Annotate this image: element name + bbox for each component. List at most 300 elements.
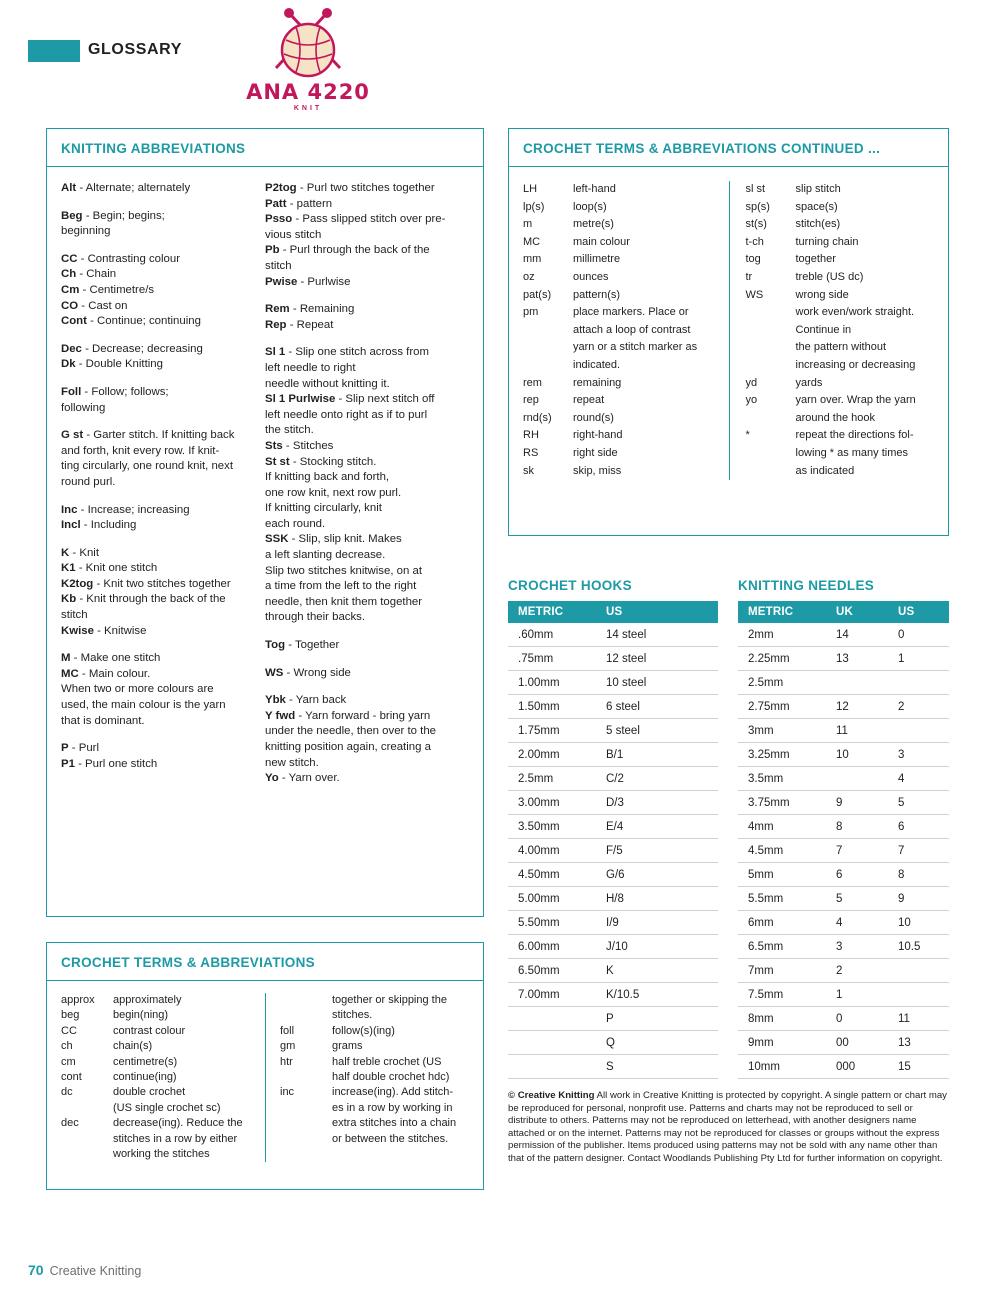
abbreviation-line: WS - Wrong side [265,666,351,679]
table-row [508,983,718,1007]
term-row [523,304,721,322]
table-row [738,983,949,1007]
term-row [523,287,721,305]
table-cell [508,1007,596,1031]
term-row [746,322,941,340]
abbreviation-line: each round. [265,517,326,530]
term-value: attach a loop of contrast [573,323,691,336]
term-value: right-hand [573,429,623,442]
term-row [523,269,721,287]
table-cell: 6.5mm [738,935,826,959]
term-value: indicated. [573,358,621,371]
abbreviation-line: Pwise - Purlwise [265,275,351,288]
abbreviation-line: CO - Cast on [61,299,128,312]
table-cell: B/1 [596,743,718,767]
abbreviation-term: Cm [61,283,80,296]
abbreviation-line: left needle onto right as if to purl [265,408,428,421]
term-row [746,181,941,199]
abbreviation-line: needle without knitting it. [265,377,390,390]
table-cell: 3 [826,935,888,959]
magazine-logo [240,6,376,118]
spacer [61,491,255,503]
term-row [746,357,941,375]
table-cell: 13 [888,1031,949,1055]
table-cell: P [596,1007,718,1031]
abbreviation-term: P1 [61,757,75,770]
term-value: increase(ing). Add stitch- [332,1086,454,1099]
term-value: remaining [573,376,622,389]
term-value: yards [795,376,823,389]
table-cell: H/8 [596,887,718,911]
crochet-hooks-title: CROCHET HOOKS [508,578,632,593]
table-cell: 13 [826,647,888,671]
term-key [523,339,573,357]
crochet-continued-column-2 [729,181,949,480]
table-row [738,935,949,959]
term-row [61,1055,255,1070]
table-cell: 6 [888,815,949,839]
table-row [508,719,718,743]
term-value: begin(ning) [113,1009,169,1022]
term-row [746,199,941,217]
table-cell: 6 [826,863,888,887]
term-row [523,375,721,393]
table-row [508,647,718,671]
term-key: CC [61,1024,77,1037]
table-row [508,1031,718,1055]
term-key: beg [61,1009,80,1022]
spacer [61,373,255,385]
term-key [280,1070,332,1085]
table-cell: 7mm [738,959,826,983]
term-key: mm [523,253,542,266]
abbreviation-term: P2tog [265,182,297,194]
copyright-text: All work in Creative Knitting is protected by copyright. A single pattern or chart may be reproduced for personal, nonprofit use. Patterns and charts may not be reproduced to sell or distribute to others. Patterns may not be reproduced on letterhead, with another designers name attached or on the internet. Patterns may not be reproduced for classes or groups without the express permission of the publisher. Items produced using patterns may not be sold with any name other than that of the pattern designer. Contact Woodlands Publishing Pty Ltd for further information on copyright. [508,1090,947,1164]
term-key: st(s) [745,218,767,231]
table-cell [888,959,949,983]
abbreviation-line: Sts - Stitches [265,439,334,452]
table-cell: 8 [888,863,949,887]
abbreviation-term: St st [265,455,290,468]
spacer [61,729,255,741]
table-cell: 1 [826,983,888,1007]
term-value: es in a row by working in [332,1101,453,1114]
table-cell: C/2 [596,767,718,791]
table-row [738,1055,949,1079]
abbreviation-line: left needle to right [265,361,356,374]
abbreviation-line: Sl 1 Purlwise - Slip next stitch off [265,393,435,406]
table-cell: K/10.5 [596,983,718,1007]
copyright-heading: © Creative Knitting [508,1090,595,1101]
abbreviation-line: that is dominant. [61,714,145,727]
term-key: ch [61,1040,73,1053]
table-cell: 14 [826,623,888,647]
abbreviation-line: Dk - Double Knitting [61,358,163,371]
table-cell: I/9 [596,911,718,935]
table-cell: 10 [826,743,888,767]
abbreviation-line: Dec - Decrease; decreasing [61,342,203,355]
abbreviation-line: needle, then knit them together [265,595,423,608]
term-row [280,1101,473,1116]
spacer [61,197,255,209]
term-key [280,993,332,1008]
table-cell: 0 [888,623,949,647]
table-row [738,1007,949,1031]
abbreviation-line: Rem - Remaining [265,303,355,316]
term-value: repeat [573,394,605,407]
term-value: yarn over. Wrap the yarn [795,394,916,407]
column-header: METRIC [508,601,596,623]
term-key: rem [523,376,542,389]
term-value: repeat the directions fol- [795,429,914,442]
term-row [746,339,941,357]
term-key [280,1116,332,1131]
table-cell: 1.50mm [508,695,596,719]
term-value: stitch(es) [795,218,841,231]
term-key: m [523,218,533,231]
table-cell: 1.00mm [508,671,596,695]
table-cell: E/4 [596,815,718,839]
table-cell: 7.5mm [738,983,826,1007]
abbreviation-line: K1 - Knit one stitch [61,562,158,575]
page-number: 70 [28,1262,44,1278]
table-cell: 9 [826,791,888,815]
knitting-abbreviations-title: KNITTING ABBREVIATIONS [61,141,246,156]
term-key: tog [745,253,761,266]
table-cell [888,983,949,1007]
term-value: slip stitch [795,183,841,195]
table-cell: 4.50mm [508,863,596,887]
term-value: double crochet [113,1086,186,1099]
abbreviation-term: Kwise [61,624,94,637]
term-key: htr [280,1055,293,1068]
abbreviation-term: Ybk [265,694,286,707]
table-cell: 15 [888,1055,949,1079]
knitting-column-1 [61,181,265,787]
term-row [280,1024,473,1039]
term-key [61,1132,113,1147]
table-cell: 3.25mm [738,743,826,767]
term-key [746,304,796,322]
term-row [523,234,721,252]
table-cell: 6mm [738,911,826,935]
table-row [508,887,718,911]
term-value: wrong side [795,288,849,301]
term-value: as indicated [795,464,855,477]
abbreviation-term: Rep [265,318,287,331]
table-cell: 6.00mm [508,935,596,959]
abbreviation-term: Alt [61,182,77,194]
table-cell: 6 steel [596,695,718,719]
table-row [738,1031,949,1055]
table-cell: 0 [826,1007,888,1031]
term-value: stitches. [332,1009,373,1022]
term-value: ounces [573,270,609,283]
table-row [508,671,718,695]
table-cell: 2mm [738,623,826,647]
abbreviation-line: SSK - Slip, slip knit. Makes [265,533,402,546]
table-cell: 1 [888,647,949,671]
abbreviation-term: CC [61,252,78,265]
abbreviation-term: K1 [61,562,76,575]
abbreviation-line: If knitting circularly, knit [265,502,382,515]
term-row [280,1039,473,1054]
table-cell: 00 [826,1031,888,1055]
abbreviation-line: Tog - Together [265,639,340,652]
table-cell: 11 [826,719,888,743]
table-row [738,623,949,647]
abbreviation-term: Yo [265,772,279,785]
term-key [280,1101,332,1116]
term-key: dec [61,1117,79,1130]
term-row [61,1024,255,1039]
knitting-column-2 [265,181,469,787]
table-cell: 10 steel [596,671,718,695]
term-value: yarn or a stitch marker as [573,341,698,354]
term-value: contrast colour [113,1024,186,1037]
term-key: * [745,429,750,442]
term-key: oz [523,270,535,283]
term-value: pattern(s) [573,288,621,301]
term-row [746,375,941,393]
column-header: US [888,601,949,623]
table-row [508,791,718,815]
term-value: decrease(ing). Reduce the [113,1117,243,1130]
abbreviation-line: Slip two stitches knitwise, on at [265,564,423,577]
abbreviation-line: Kb - Knit through the back of the [61,593,226,606]
term-value: skip, miss [573,464,622,477]
spacer [265,290,459,302]
term-key [523,357,573,375]
table-cell: 3.50mm [508,815,596,839]
table-cell: 4 [888,767,949,791]
term-row [280,1132,473,1147]
term-row [523,251,721,269]
abbreviation-line: P - Purl [61,742,99,755]
term-row [523,463,721,481]
term-row [746,392,941,410]
logo-subtitle: KNIT [293,105,323,112]
abbreviation-line: CC - Contrasting colour [61,252,181,265]
abbreviation-line: Foll - Follow; follows; [61,385,169,398]
table-cell: D/3 [596,791,718,815]
term-key: inc [280,1086,295,1099]
abbreviation-line: St st - Stocking stitch. [265,455,377,468]
table-cell: 10mm [738,1055,826,1079]
abbreviation-term: Sts [265,439,283,452]
term-value: loop(s) [573,200,607,213]
term-row [746,251,941,269]
table-row [508,743,718,767]
spacer [265,626,459,638]
table-cell: 5 [888,791,949,815]
table-cell: 2 [888,695,949,719]
copyright-block [508,1090,948,1166]
table-cell: 12 steel [596,647,718,671]
table-row [508,695,718,719]
table-cell: 5 [826,887,888,911]
term-row [746,287,941,305]
term-row [746,463,941,481]
crochet-terms-panel [46,942,484,1190]
term-value: half double crochet hdc) [332,1071,450,1084]
term-key: approx [61,994,95,1006]
term-key: sl st [745,183,766,195]
term-key: RS [523,446,539,459]
term-value: stitches in a row by either [113,1132,238,1145]
table-cell: K [596,959,718,983]
abbreviation-line: Kwise - Knitwise [61,624,147,637]
table-cell: 000 [826,1055,888,1079]
term-value: treble (US dc) [795,270,864,283]
term-key [746,410,796,428]
abbreviation-term: Patt [265,197,287,210]
term-key [523,322,573,340]
knitting-needles-table [738,601,949,1079]
crochet-continued-title: CROCHET TERMS & ABBREVIATIONS CONTINUED ... [523,141,881,156]
term-value: place markers. Place or [573,306,689,319]
spacer [265,333,459,345]
abbreviation-line: Rep - Repeat [265,318,334,331]
table-row [508,935,718,959]
table-cell: 2 [826,959,888,983]
term-key: rep [523,394,539,407]
abbreviation-line: stitch [265,259,292,272]
term-row [746,304,941,322]
abbreviation-line: under the needle, then over to the [265,725,436,738]
term-value: turning chain [795,235,859,248]
spacer [61,416,255,428]
term-row [523,322,721,340]
term-value: space(s) [795,200,838,213]
table-row [738,695,949,719]
table-row [738,815,949,839]
knitting-needles-title: KNITTING NEEDLES [738,578,875,593]
table-cell: 5 steel [596,719,718,743]
term-row [61,1085,255,1100]
term-value: chain(s) [113,1040,153,1053]
abbreviation-term: WS [265,666,284,679]
table-cell: 4.5mm [738,839,826,863]
term-value: (US single crochet sc) [113,1101,221,1114]
abbreviation-term: P [61,742,69,755]
term-key: RH [523,429,539,442]
term-row [523,339,721,357]
term-key: MC [523,235,541,248]
term-key [61,1147,113,1162]
abbreviation-line: If knitting back and forth, [265,471,390,484]
term-key [746,322,796,340]
table-cell [888,719,949,743]
abbreviation-term: Sl 1 [265,346,286,359]
table-row [738,743,949,767]
spacer [61,639,255,651]
term-value: main colour [573,235,630,248]
table-cell: 4.00mm [508,839,596,863]
term-value: Continue in [795,323,852,336]
term-key: WS [745,288,764,301]
abbreviation-line: vious stitch [265,228,322,241]
abbreviation-line: MC - Main colour. [61,667,151,680]
abbreviation-line: K2tog - Knit two stitches together [61,577,231,590]
abbreviation-line: Sl 1 - Slip one stitch across from [265,346,429,359]
term-key: yd [745,376,758,389]
term-value: follow(s)(ing) [332,1024,395,1037]
term-key: lp(s) [523,200,545,213]
abbreviation-term: Foll [61,385,82,398]
abbreviation-term: SSK [265,533,289,546]
abbreviation-line: Cont - Continue; continuing [61,315,201,328]
term-row [61,1116,255,1131]
abbreviation-term: Incl [61,519,81,532]
abbreviation-line: a left slanting decrease. [265,549,386,562]
abbreviation-term: M [61,652,71,665]
table-row [738,887,949,911]
abbreviation-line: Pb - Purl through the back of the [265,244,430,257]
crochet-terms-column-2 [265,993,483,1162]
term-key: gm [280,1040,296,1053]
abbreviation-line: Beg - Begin; begins; [61,209,165,222]
term-value: millimetre [573,253,621,266]
abbreviation-line: Y fwd - Yarn forward - bring yarn [265,709,431,722]
term-key: tr [745,270,753,283]
table-cell: 14 steel [596,623,718,647]
term-row [280,1070,473,1085]
abbreviation-term: K [61,546,70,559]
term-key [746,463,796,481]
term-key: foll [280,1024,295,1037]
abbreviation-line: through their backs. [265,611,366,624]
table-row [508,863,718,887]
table-cell [826,767,888,791]
column-header: METRIC [738,601,826,623]
page-title: GLOSSARY [88,41,182,58]
table-row [738,791,949,815]
table-cell: 2.75mm [738,695,826,719]
table-cell: 3.00mm [508,791,596,815]
term-key: sk [523,464,534,477]
table-cell: 10 [888,911,949,935]
table-cell: 2.00mm [508,743,596,767]
table-cell: 4mm [738,815,826,839]
term-row [280,1085,473,1100]
crochet-continued-column-1 [509,181,729,480]
table-cell: 5.5mm [738,887,826,911]
term-key: yo [745,394,758,407]
table-cell [826,671,888,695]
term-row [523,181,721,199]
header-accent-bar [28,40,80,62]
term-key [280,1132,332,1147]
term-key: cm [61,1055,76,1068]
term-value: work even/work straight. [795,306,915,319]
term-row [746,410,941,428]
abbreviation-line: M - Make one stitch [61,652,161,665]
table-cell: 10.5 [888,935,949,959]
table-row [508,815,718,839]
term-row [61,1147,255,1162]
table-cell: 8 [826,815,888,839]
term-row [61,1070,255,1085]
table-row [508,839,718,863]
abbreviation-term: Ch [61,268,77,281]
footer-title: Creative Knitting [49,1264,142,1278]
crochet-hooks-table [508,601,718,1079]
crochet-terms-continued-panel [508,128,949,536]
table-cell: 8mm [738,1007,826,1031]
term-value: approximately [113,994,182,1006]
abbreviation-line: Yo - Yarn over. [265,772,340,785]
